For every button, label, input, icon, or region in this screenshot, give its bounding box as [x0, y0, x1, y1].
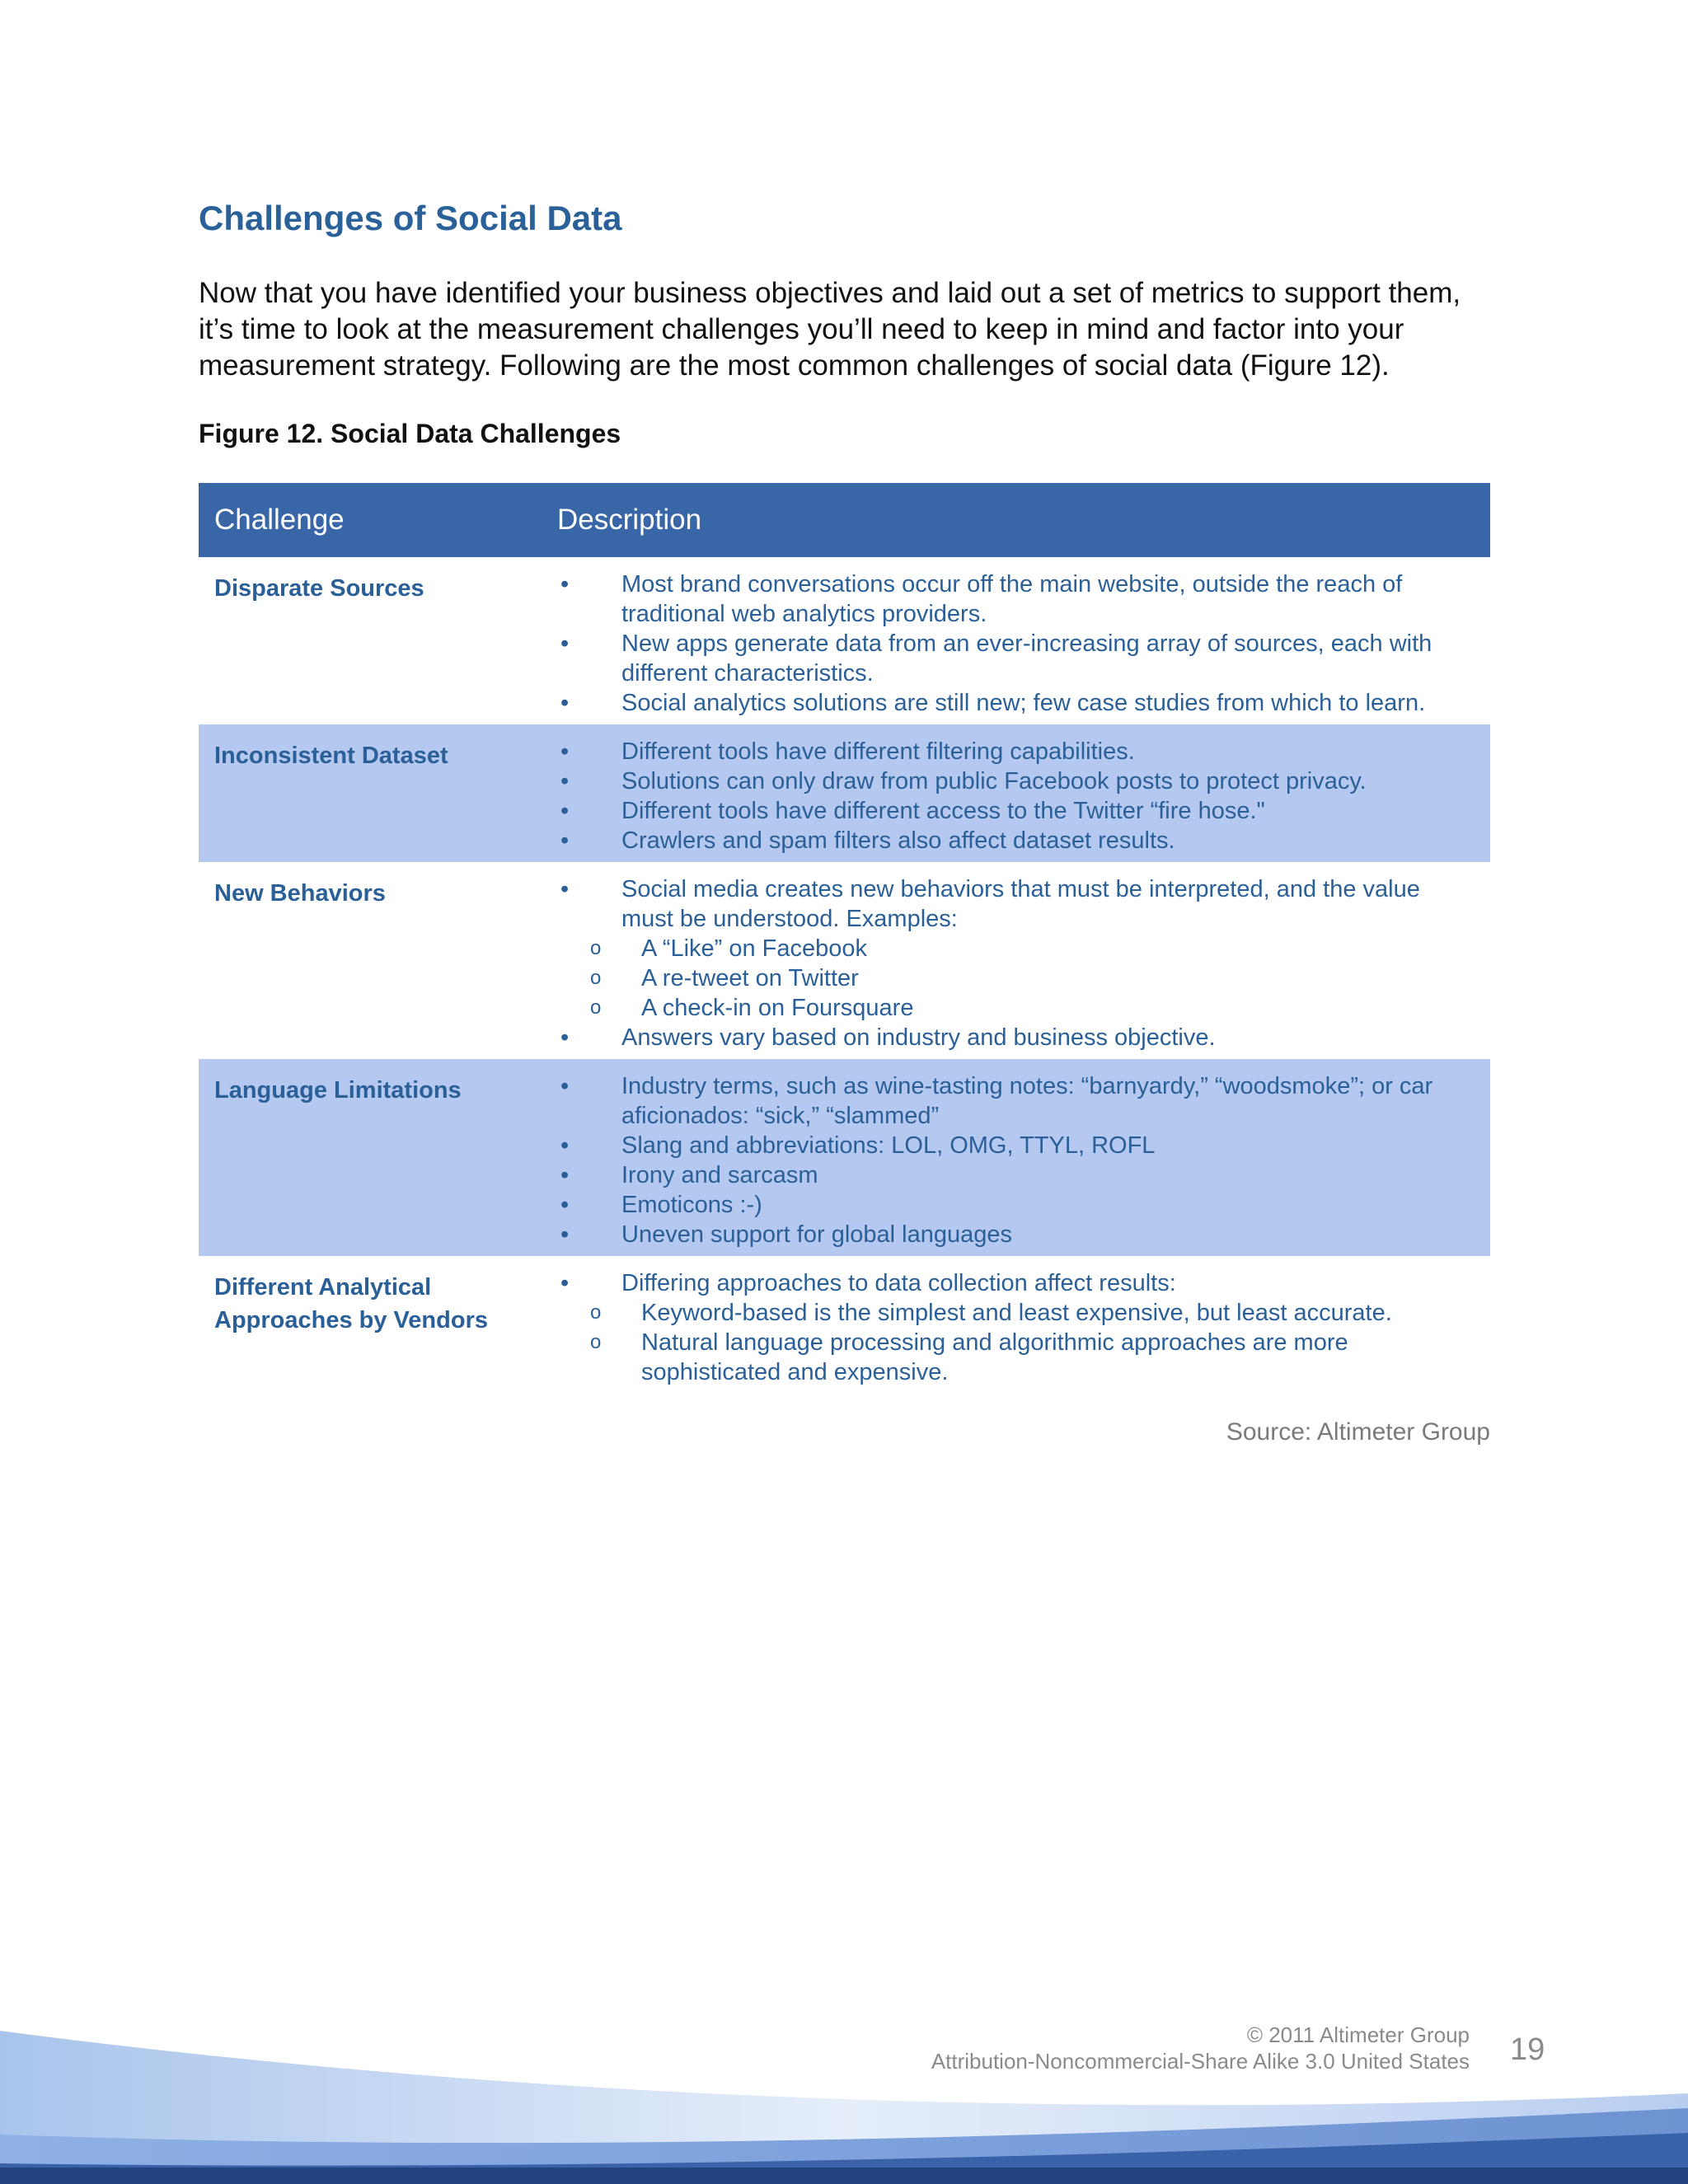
list-item-text: Uneven support for global languages — [621, 1221, 1012, 1248]
list-item-text: Solutions can only draw from public Facebook posts to protect privacy. — [621, 767, 1367, 794]
bullet-icon: • — [560, 1269, 570, 1296]
list-item — [542, 766, 1457, 796]
list-item-text: Different tools have different access to the Twitter “fire hose." — [621, 797, 1265, 824]
description-list — [542, 874, 1457, 1052]
page-content — [199, 198, 1490, 1446]
list-item-text: Industry terms, such as wine-tasting notes: “barnyardy,” “woodsmoke”; or car aficionados: “sick,” “slammed” — [621, 1072, 1433, 1129]
list-item — [542, 1071, 1457, 1131]
challenge-cell: Different Analytical Approaches by Vendors — [214, 1273, 488, 1333]
challenge-cell: Inconsistent Dataset — [199, 724, 542, 862]
description-cell — [542, 557, 1490, 724]
intro-paragraph: Now that you have identified your business objectives and laid out a set of metrics to support them, it’s time to look at the measurement challenges you’ll need to keep in mind and factor into your measurement strategy. Following are the most common challenges of social data (Figure 12). — [199, 277, 1461, 382]
list-item-text: Slang and abbreviations: LOL, OMG, TTYL, ROFL — [621, 1132, 1156, 1159]
sub-list-item — [542, 934, 1457, 963]
sub-list — [542, 934, 1457, 1023]
footer-copyright: © 2011 Altimeter Group — [1246, 2022, 1470, 2047]
sub-list-item — [542, 1298, 1457, 1328]
list-item — [542, 796, 1457, 826]
bullet-icon: • — [560, 689, 570, 716]
bullet-icon: • — [560, 630, 570, 657]
table-row — [199, 1256, 1490, 1394]
sub-list-item — [542, 963, 1457, 993]
bullet-icon: • — [560, 827, 570, 854]
sub-list-item-text: A check-in on Foursquare — [641, 994, 914, 1021]
list-item-text: Social analytics solutions are still new; few case studies from which to learn. — [621, 689, 1426, 716]
circle-bullet-icon: o — [590, 1301, 602, 1324]
sub-list-item-text: Natural language processing and algorithmic approaches are more sophisticated and expensive. — [641, 1329, 1348, 1385]
sub-list — [542, 1298, 1457, 1387]
column-header-challenge: Challenge — [199, 483, 542, 557]
bullet-icon: • — [560, 875, 570, 902]
bullet-icon: • — [560, 1191, 570, 1218]
bullet-icon: • — [560, 1221, 570, 1248]
list-item — [542, 1160, 1457, 1190]
list-item — [542, 629, 1457, 688]
challenge-cell: Disparate Sources — [214, 574, 424, 602]
bullet-icon: • — [560, 797, 570, 824]
bullet-icon: • — [560, 1132, 570, 1159]
list-item-text: New apps generate data from an ever-increasing array of sources, each with different characteristics. — [621, 630, 1432, 687]
sub-list-item-text: A re-tweet on Twitter — [641, 964, 859, 991]
list-item — [542, 1190, 1457, 1220]
circle-bullet-icon: o — [590, 1330, 602, 1353]
list-item-text: Differing approaches to data collection affect results: — [621, 1269, 1176, 1296]
challenge-cell: New Behaviors — [214, 879, 386, 907]
challenge-cell: Language Limitations — [199, 1059, 542, 1256]
description-list — [542, 1071, 1457, 1249]
sub-list-item — [542, 1328, 1457, 1387]
footer-license: Attribution-Noncommercial-Share Alike 3.0 United States — [931, 2049, 1470, 2074]
sub-list-item-text: A “Like” on Facebook — [641, 935, 868, 962]
list-item-text: Crawlers and spam filters also affect dataset results. — [621, 827, 1175, 854]
list-item-text: Different tools have different filtering capabilities. — [621, 738, 1135, 765]
list-item-text: Social media creates new behaviors that must be interpreted, and the value must be understood. Examples: — [621, 875, 1420, 932]
bullet-icon: • — [560, 1024, 570, 1051]
sub-list-item — [542, 993, 1457, 1023]
description-cell — [542, 862, 1490, 1059]
challenges-table — [199, 483, 1490, 1394]
list-item — [542, 874, 1457, 1023]
bullet-icon: • — [560, 570, 570, 598]
figure-source: Source: Altimeter Group — [1226, 1418, 1490, 1446]
list-item — [542, 1023, 1457, 1052]
bullet-icon: • — [560, 738, 570, 765]
table-row — [199, 557, 1490, 724]
table-header-row — [199, 483, 1490, 557]
description-cell — [542, 1256, 1490, 1394]
footer-text — [931, 2022, 1470, 2074]
figure-caption: Figure 12. Social Data Challenges — [199, 419, 621, 449]
list-item — [542, 688, 1457, 718]
section-heading: Challenges of Social Data — [199, 199, 622, 237]
sub-list-item-text: Keyword-based is the simplest and least expensive, but least accurate. — [641, 1299, 1392, 1326]
list-item — [542, 826, 1457, 855]
description-list — [542, 737, 1457, 855]
table-body — [199, 557, 1490, 1394]
list-item — [542, 737, 1457, 766]
list-item-text: Most brand conversations occur off the main website, outside the reach of traditional web analytics providers. — [621, 570, 1403, 627]
column-header-description: Description — [542, 483, 1490, 557]
list-item-text: Irony and sarcasm — [621, 1161, 818, 1188]
list-item — [542, 1268, 1457, 1387]
list-item-text: Emoticons :-) — [621, 1191, 762, 1218]
description-cell — [542, 724, 1490, 862]
description-list — [542, 569, 1457, 718]
circle-bullet-icon: o — [590, 966, 602, 989]
list-item-text: Answers vary based on industry and business objective. — [621, 1024, 1216, 1051]
circle-bullet-icon: o — [590, 996, 602, 1019]
table-row — [199, 862, 1490, 1059]
description-cell — [542, 1059, 1490, 1256]
description-list — [542, 1268, 1457, 1387]
page-number: 19 — [1510, 2032, 1545, 2067]
list-item — [542, 1220, 1457, 1249]
bullet-icon: • — [560, 1161, 570, 1188]
bullet-icon: • — [560, 767, 570, 794]
bullet-icon: • — [560, 1072, 570, 1099]
table-row — [199, 724, 1490, 862]
table-row — [199, 1059, 1490, 1256]
list-item — [542, 1131, 1457, 1160]
list-item — [542, 569, 1457, 629]
circle-bullet-icon: o — [590, 936, 602, 959]
